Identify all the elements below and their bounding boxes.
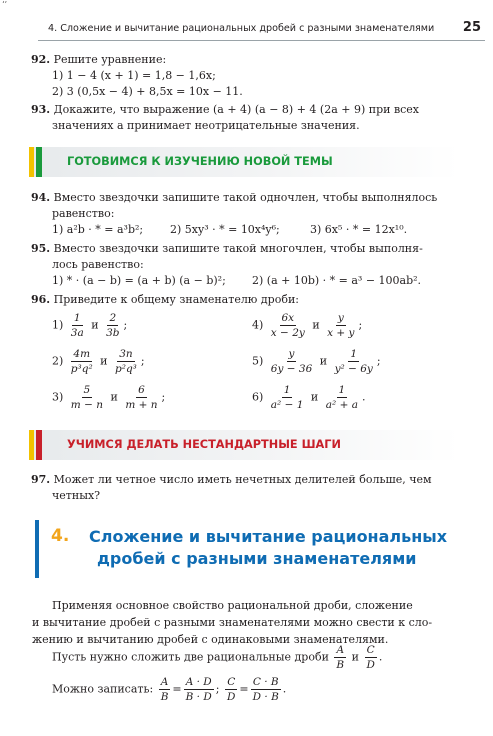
exercise-94-item-2: 2) 5xy³ · * = 10x⁴y⁶; — [170, 223, 280, 236]
exercise-96-title: 96. Приведите к общему знаменателю дроби: — [31, 293, 299, 306]
fraction: $\frac{2}{3b}$ — [106, 312, 120, 340]
corner-mark: ‘’ — [2, 0, 8, 9]
section-heading — [29, 520, 469, 580]
exercise-94-line-2: равенство: — [52, 207, 115, 220]
page-number: 25 — [462, 20, 481, 35]
fraction: $\frac{6x}{x - 2y}$ — [270, 312, 305, 340]
fraction: $\frac{C}{D}$ — [366, 644, 375, 672]
fraction: $\frac{1}{\text{a² + a}}$ — [325, 384, 358, 412]
section-number: 4. — [51, 526, 70, 546]
running-header — [0, 14, 493, 42]
fraction: $\frac{C \cdot B}{D \cdot B}$ — [252, 676, 279, 704]
exercise-97-line-1: 97. Может ли четное число иметь нечетных делителей больше, чем — [31, 473, 432, 486]
exercise-95-item-1: 1) * · (a − b) = (a + b) (a − b)²; — [52, 274, 226, 287]
prep-section-title: ГОТОВИМСЯ К ИЗУЧЕНИЮ НОВОЙ ТЕМЫ — [67, 155, 333, 168]
band-accent-green — [36, 147, 42, 177]
fraction: $\frac{A}{B}$ — [160, 676, 169, 704]
exercise-96-item-1: 1) $\frac{1}{3a}$ и $\frac{2}{3b}$ ; — [52, 312, 128, 340]
exercise-96-item-3: 3) $\frac{5}{m - n}$ и $\frac{6}{m + n}$ ; — [52, 384, 166, 412]
theory-paragraph: Применяя основное свойство рациональной дроби, сложение и вычитание дробей с разными знаменателями можно свести к сло- жению и вычитанию дробей с одинаковыми знаменателями. — [32, 599, 433, 646]
exercise-95-line-2: лось равенство: — [52, 258, 144, 271]
fraction: $\frac{C}{D}$ — [227, 676, 236, 704]
fraction: $\frac{3n}{\text{p²q³}}$ — [115, 348, 137, 376]
nonstandard-section-band — [29, 430, 459, 460]
band-accent-red — [36, 430, 42, 460]
nonstandard-section-title: УЧИМСЯ ДЕЛАТЬ НЕСТАНДАРТНЫЕ ШАГИ — [67, 438, 341, 451]
sum-statement: Пусть нужно сложить две рациональные дроби $\frac{A}{B}$ и $\frac{C}{D}$ . — [52, 644, 383, 672]
section-title: Сложение и вычитание рациональных дробей с разными знаменателями — [89, 527, 448, 568]
exercise-97-line-2: четных? — [52, 489, 101, 502]
band-accent-yellow — [29, 430, 34, 460]
exercise-93-line-1: 93. Докажите, что выражение (a + 4) (a − 8) + 4 (2a + 9) при всех — [31, 103, 420, 116]
fraction: $\frac{1}{\text{a² − 1}}$ — [270, 384, 304, 412]
exercise-92-item-1: 1) 1 − 4 (x + 1) = 1,8 − 1,6x; — [52, 69, 216, 82]
fraction: $\frac{y}{6y - 36}$ — [270, 348, 313, 376]
exercise-94-line-1: 94. Вместо звездочки запишите такой одночлен, чтобы выполнялось — [31, 191, 438, 204]
prep-section-band — [29, 147, 459, 177]
exercise-92-title: 92. Решите уравнение: — [31, 53, 167, 66]
fraction: $\frac{y}{x + y}$ — [327, 312, 355, 340]
exercise-95-line-1: 95. Вместо звездочки запишите такой многочлен, чтобы выполня- — [31, 242, 423, 255]
section-accent-bar — [35, 520, 39, 578]
exercise-96-item-2: 2) $\frac{4m}{\text{p³q²}}$ и $\frac{3n}{\text{p²q³}}$ ; — [52, 348, 145, 376]
exercise-93-line-2: значениях a принимает неотрицательные значения. — [52, 119, 360, 132]
exercise-96-item-6: 6) $\frac{1}{\text{a² − 1}}$ и $\frac{1}{\text{a² + a}}$ . — [252, 384, 366, 412]
header-section-ref: 4. Сложение и вычитание рациональных дробей с разными знаменателями — [48, 23, 435, 34]
exercise-94-item-1: 1) a²b · * = a³b²; — [52, 223, 144, 236]
fraction: $\frac{5}{m - n}$ — [70, 384, 103, 412]
fraction: $\frac{A \cdot D}{B \cdot D}$ — [185, 676, 212, 704]
fraction: $\frac{A}{B}$ — [336, 644, 345, 672]
exercise-95-item-2: 2) (a + 10b) · * = a³ − 100ab². — [252, 274, 422, 287]
exercise-92-item-2: 2) 3 (0,5x − 4) + 8,5x = 10x − 11. — [52, 85, 243, 98]
fraction: $\frac{1}{\text{y² − 6y}}$ — [334, 348, 373, 376]
write-statement: Можно записать: $\frac{A}{B}$ = $\frac{A \cdot D}{B \cdot D}$ ; $\frac{C}{D}$ = $\frac{C \cdot B}{D \cdot B}$ . — [52, 676, 287, 704]
band-accent-yellow — [29, 147, 34, 177]
fraction: $\frac{4m}{\text{p³q²}}$ — [70, 348, 93, 376]
exercise-96-item-4: 4) $\frac{6x}{x - 2y}$ и $\frac{y}{x + y}$ ; — [252, 312, 363, 340]
fraction: $\frac{6}{m + n}$ — [125, 384, 158, 412]
exercise-94-item-3: 3) 6x⁵ · * = 12x¹⁰. — [310, 223, 408, 236]
exercise-96-item-5: 5) $\frac{y}{6y - 36}$ и $\frac{1}{\text{y² − 6y}}$ ; — [252, 348, 381, 376]
header-rule — [38, 40, 485, 41]
fraction: $\frac{1}{3a}$ — [70, 312, 84, 340]
